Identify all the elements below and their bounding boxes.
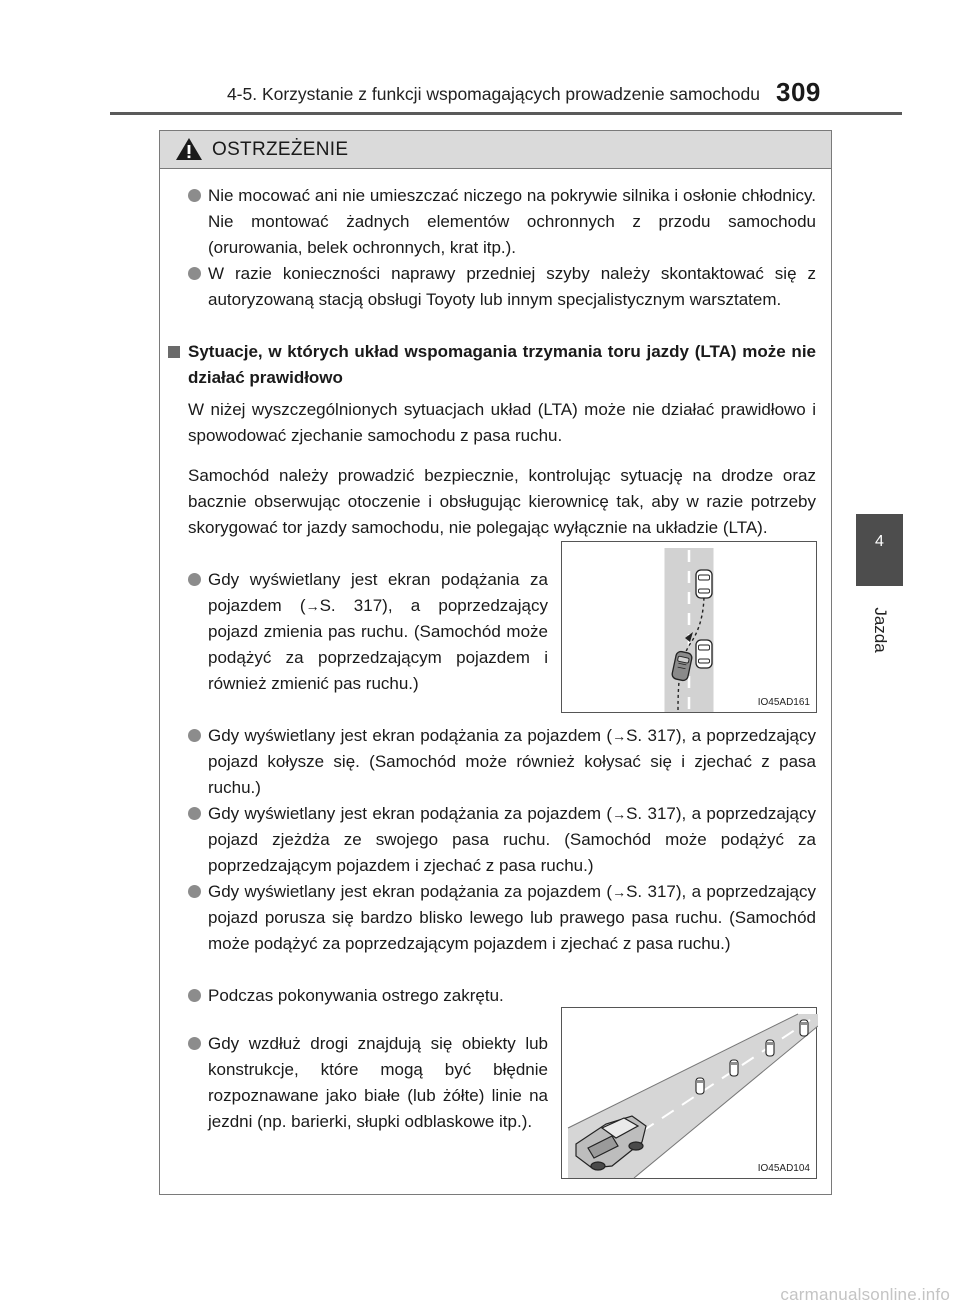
bullet-text-end: S. 317), a poprzedzający pojazd zmienia pas ruchu. (Samochód może podążyć za poprzedzającym pojazdem i również zmienić pas ruchu.) xyxy=(208,596,548,693)
bullet-text-end: S. 317), a poprzedzający pojazd zjeżdża ze swojego pasa ruchu. (Samochód może podążyć za poprzedzającym pojazdem i zjechać z pasa ruchu.) xyxy=(208,804,817,875)
list-item xyxy=(208,879,816,957)
bullet-text: Nie mocować ani nie umieszczać niczego na pokrywie silnika i osłonie chłodnicy. Nie montować żadnych elementów ochronnych z przodu samochodu (orurowania, belek ochronnych, krat itp.). xyxy=(208,186,816,257)
bullet-text-start: Gdy wyświetlany jest ekran podążania za pojazdem ( xyxy=(208,570,548,615)
list-item xyxy=(208,183,816,261)
list-item xyxy=(208,801,816,879)
bullet-dot xyxy=(188,573,201,586)
bullet-text-start: Gdy wyświetlany jest ekran podążania za pojazdem ( xyxy=(208,726,613,745)
list-item xyxy=(208,1031,548,1135)
heading-square-marker xyxy=(168,346,180,358)
watermark: carmanualsonline.info xyxy=(780,1285,950,1304)
header-divider xyxy=(110,112,902,115)
bullet-dot xyxy=(188,807,201,820)
section-heading-text: Sytuacje, w których układ wspomagania trzymania toru jazdy (LTA) może nie działać prawidłowo xyxy=(188,342,816,387)
paragraph: W niżej wyszczególnionych sytuacjach układ (LTA) może nie działać prawidłowo i spowodować zjechanie samochodu z pasa ruchu. xyxy=(188,400,816,445)
bullet-text: W razie konieczności naprawy przedniej szyby należy skontaktować się z autoryzowaną stacją obsługi Toyoty lub innym specjalistycznym warsztatem. xyxy=(208,264,816,309)
page-reference-arrow-icon: → xyxy=(612,728,627,744)
warning-title: OSTRZEŻENIE xyxy=(212,139,349,160)
page-reference-arrow-icon: → xyxy=(305,598,320,614)
list-item xyxy=(208,567,548,697)
page-header xyxy=(0,0,960,118)
illustration-code: IO45AD161 xyxy=(757,697,810,708)
bullet-dot xyxy=(188,267,201,280)
section-heading xyxy=(188,339,816,391)
page-number: 309 xyxy=(776,77,821,107)
lane-change-illustration xyxy=(561,541,817,713)
section-title: 4-5. Korzystanie z funkcji wspomagających prowadzenie samochodu xyxy=(226,84,760,104)
bullet-text-end: S. 317), a poprzedzający pojazd kołysze się. (Samochód może również kołysać się i zjechać z pasa ruchu.) xyxy=(208,726,817,797)
bullet-text-start: Gdy wyświetlany jest ekran podążania za pojazdem ( xyxy=(208,882,613,901)
bullet-text-start: Gdy wyświetlany jest ekran podążania za pojazdem ( xyxy=(208,804,613,823)
illustration-code: IO45AD104 xyxy=(757,1163,810,1174)
page-reference-arrow-icon: → xyxy=(612,884,627,900)
chapter-label-text: Jazda xyxy=(871,607,890,653)
chapter-tab[interactable]: 4 xyxy=(856,514,903,586)
list-item xyxy=(208,983,816,1009)
bullet-dot xyxy=(188,989,201,1002)
roadside-objects-illustration xyxy=(561,1007,817,1179)
paragraph: Samochód należy prowadzić bezpiecznie, kontrolując sytuację na drodze oraz bacznie obserwując otoczenie i obsługując kierownicę tak, aby w razie potrzeby skorygować tor jazdy samochodu, nie polegając wyłącznie na układzie (LTA). xyxy=(188,466,816,537)
list-item xyxy=(208,261,816,313)
chapter-label xyxy=(858,600,902,660)
warning-box xyxy=(159,130,832,1195)
bullet-dot xyxy=(188,189,201,202)
warning-triangle-icon xyxy=(175,137,203,161)
page-reference-arrow-icon: → xyxy=(612,806,627,822)
bullet-text: Gdy wzdłuż drogi znajdują się obiekty lub konstrukcje, które mogą być błędnie rozpoznawane jako białe (lub żółte) linie na jezdni (np. barierki, słupki odblaskowe itp.). xyxy=(208,1034,548,1131)
bullet-text-end: S. 317), a poprzedzający pojazd porusza się bardzo blisko lewego lub prawego pasa ruchu. (Samochód może podążyć za poprzedzającym pojazdem i zjechać z pasa ruchu.) xyxy=(208,882,817,953)
warning-header xyxy=(160,131,831,169)
bullet-dot xyxy=(188,729,201,742)
bullet-dot xyxy=(188,885,201,898)
list-item xyxy=(208,723,816,801)
bullet-text: Podczas pokonywania ostrego zakrętu. xyxy=(208,986,504,1005)
bullet-dot xyxy=(188,1037,201,1050)
